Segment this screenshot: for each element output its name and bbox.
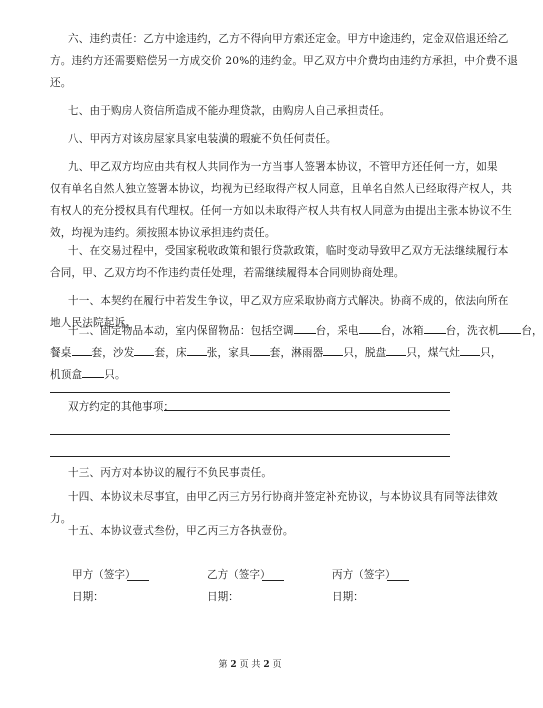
- other-matters-field[interactable]: [164, 410, 450, 411]
- clause-text: 九、甲乙双方均应由共有权人共同作为一方当事人签署本协议，不管甲方还任何一方，如果: [68, 161, 498, 173]
- party-c-date-label: 日期：: [332, 591, 364, 603]
- other-matters-label: 双方约定的其他事项：: [68, 401, 174, 413]
- blank-field[interactable]: [72, 343, 92, 356]
- blank-field[interactable]: [187, 343, 207, 356]
- clause-12-line-1: 十二、固定物品本动，室内保留物品：包括空调 台，采电 台，冰箱 台，洗衣机 台，: [50, 320, 450, 342]
- party-a-signature-field[interactable]: [127, 580, 149, 581]
- clause-text: 六、违约责任：乙方中途违约，乙方不得向甲方索还定金。甲方中途违约，定金双倍退还给乙: [68, 33, 509, 45]
- blank-field[interactable]: [359, 321, 381, 334]
- clause-text: 还。: [50, 77, 72, 89]
- blank-field[interactable]: [499, 321, 521, 334]
- clause-7: [50, 100, 450, 122]
- clause-text: 八、甲丙方对该房屋家具家电装潢的瑕疵不负任何责任。: [68, 133, 337, 145]
- blank-field[interactable]: [386, 343, 406, 356]
- clause-text: 七、由于购房人资信所造成不能办理贷款，由购房人自己承担责任。: [68, 105, 391, 117]
- clause-text: 方。违约方还需要赔偿另一方成交价 20%的违约金。甲乙双方中介费均由违约方承担，中介费不退: [50, 55, 519, 67]
- party-a-signature-label: 甲方（签字）: [72, 569, 136, 581]
- clause-text: 力。: [50, 513, 72, 525]
- clause-text: 地人民法院起诉。: [50, 317, 136, 329]
- clause-12: [50, 320, 543, 386]
- clause-text: 仅有单名自然人独立签署本协议，均视为已经取得产权人同意，且单名自然人已经取得产权人，共: [50, 183, 512, 195]
- footer-suffix: 页: [272, 660, 282, 670]
- party-c-signature-field[interactable]: [387, 580, 409, 581]
- total-page-number: 2: [263, 660, 270, 670]
- clause-8: [50, 128, 450, 150]
- current-page-number: 2: [230, 660, 237, 670]
- blank-field[interactable]: [460, 343, 480, 356]
- blank-field[interactable]: [294, 321, 316, 334]
- clause-text: 十一、本契约在履行中若发生争议，甲乙双方应采取协商方式解决。协商不成的，依法向所在: [68, 295, 509, 307]
- clause-text: 效，均视为违约。须按照本协议承担违约责任。: [50, 227, 276, 239]
- party-a-date-label: 日期：: [72, 591, 104, 603]
- blank-field[interactable]: [82, 365, 104, 378]
- clause-12-line-2: 餐桌 套，沙发 套，床 张，家具 套，淋雨器 只，脱盘 只，煤气灶 只，: [50, 342, 450, 364]
- blank-field[interactable]: [250, 343, 270, 356]
- footer-middle: 页 共: [239, 660, 261, 670]
- separator-line: [50, 456, 450, 457]
- clause-text: 十三、丙方对本协议的履行不负民事责任。: [68, 467, 273, 479]
- clause-text: 合同，甲、乙双方均不作违约责任处理，若需继续履得本合同则协商处理。: [50, 267, 405, 279]
- party-b-signature-field[interactable]: [262, 580, 284, 581]
- party-b-date-label: 日期：: [207, 591, 239, 603]
- footer-prefix: 第: [218, 660, 228, 670]
- clause-6: [50, 28, 519, 94]
- blank-field[interactable]: [323, 343, 343, 356]
- party-b-signature-label: 乙方（签字）: [207, 569, 271, 581]
- party-c-signature-label: 丙方（签字）: [332, 569, 396, 581]
- separator-line: [50, 392, 450, 393]
- blank-field[interactable]: [134, 343, 154, 356]
- clause-10: [50, 240, 509, 284]
- clause-text: 有权人的充分授权具有代理权。任何一方如以未取得产权人共有权人同意为由提出主张本协议不生: [50, 205, 512, 217]
- clause-text: 十、在交易过程中，受国家税收政策和银行贷款政策，临时变动导致甲乙双方无法继续履行本: [68, 245, 509, 257]
- separator-line: [50, 434, 450, 435]
- clause-13: [50, 462, 450, 484]
- clause-text: 十五、本协议壹式叁份，甲乙丙三方各执壹份。: [68, 525, 294, 537]
- clause-9: [50, 156, 512, 244]
- clause-15: [50, 520, 450, 542]
- clause-12-line-3: 机顶盒 只。: [50, 364, 450, 386]
- clause-text: 十四、本协议未尽事宜，由甲乙丙三方另行协商并签定补充协议，与本协议具有同等法律效: [68, 491, 498, 503]
- blank-field[interactable]: [424, 321, 446, 334]
- page-footer: [0, 657, 500, 670]
